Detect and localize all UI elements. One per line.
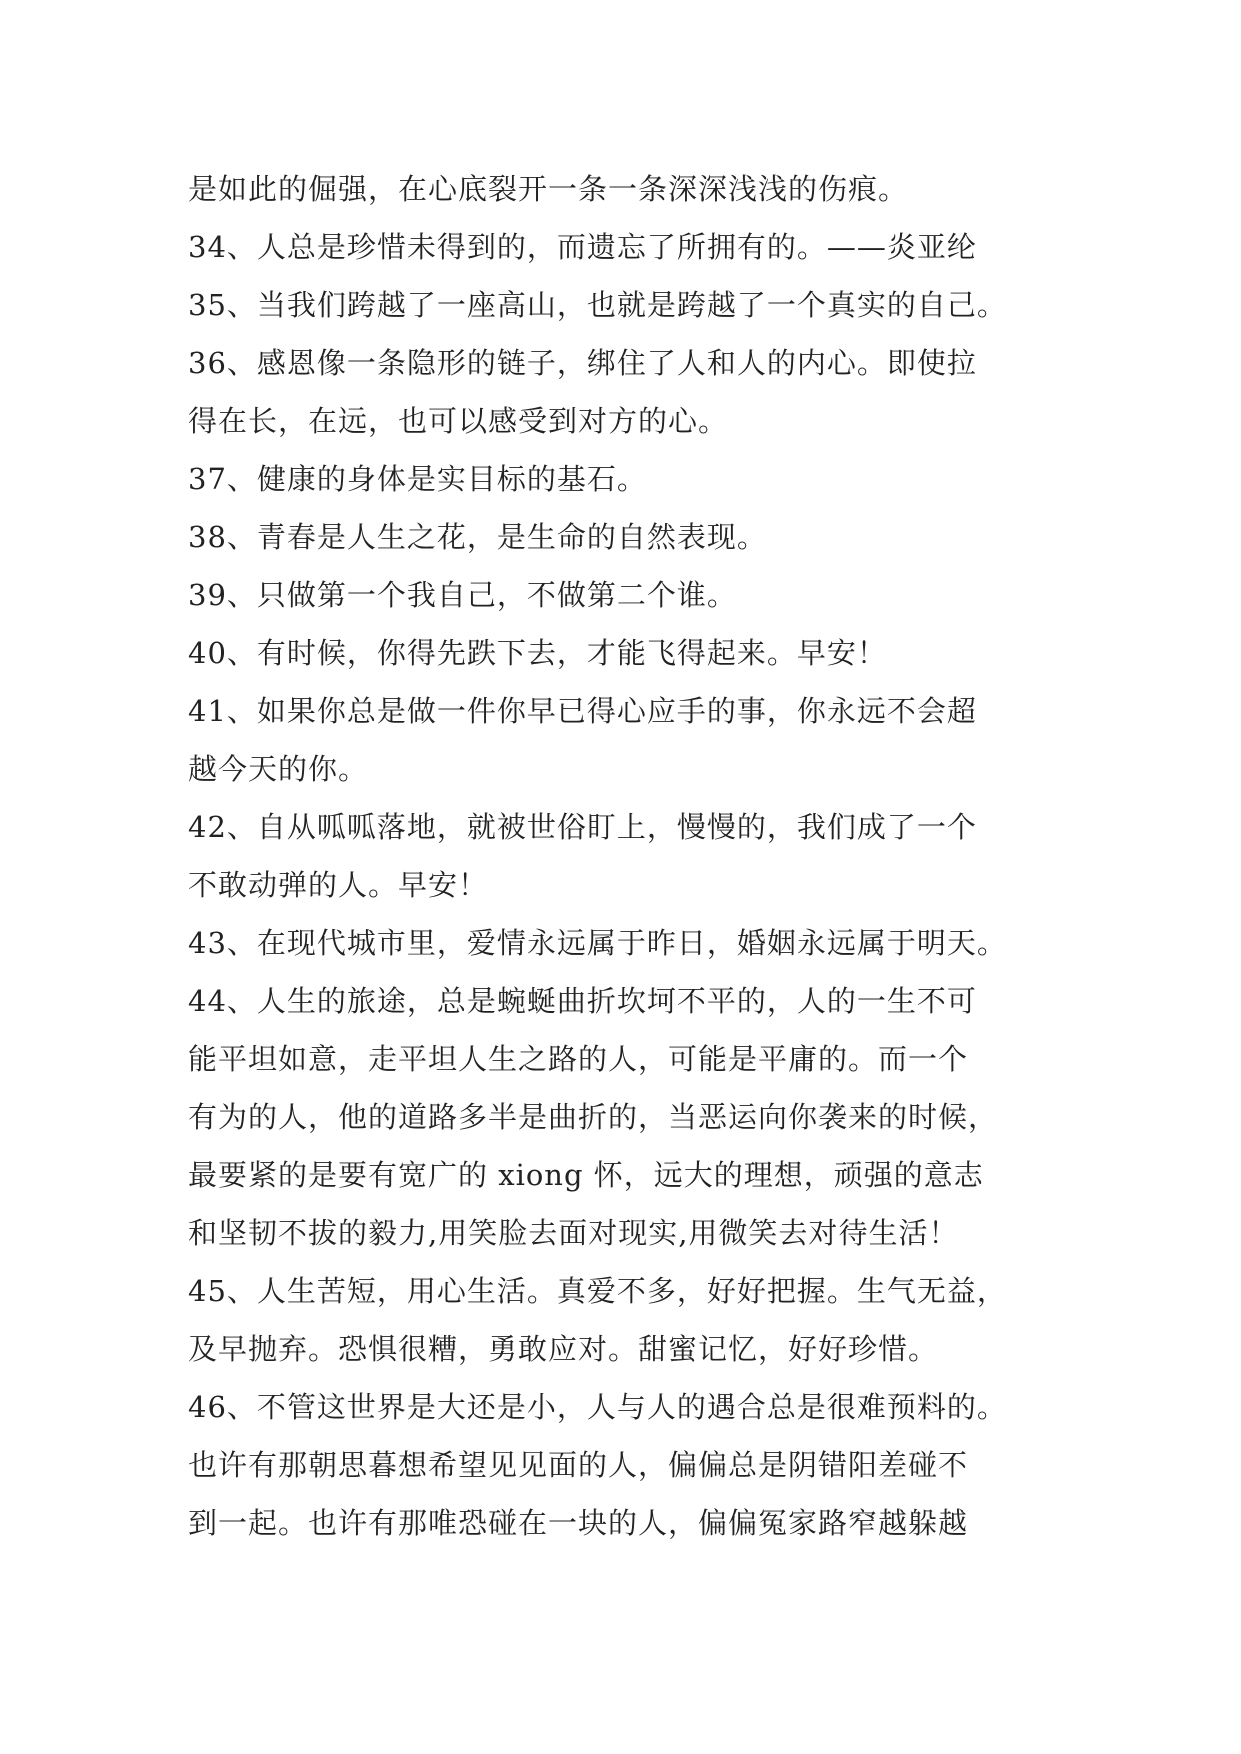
text-line: 35、当我们跨越了一座高山，也就是跨越了一个真实的自己。 <box>188 288 1007 322</box>
text-line: 41、如果你总是做一件你早已得心应手的事，你永远不会超 <box>188 694 977 728</box>
text-line: 44、人生的旅途，总是蜿蜒曲折坎坷不平的，人的一生不可 <box>188 984 977 1018</box>
text-line: 43、在现代城市里，爱情永远属于昨日，婚姻永远属于明天。 <box>188 926 1007 960</box>
text-line: 越今天的你。 <box>188 752 369 786</box>
text-line: 39、只做第一个我自己，不做第二个谁。 <box>188 578 737 612</box>
text-line: 有为的人，他的道路多半是曲折的，当恶运向你袭来的时候， <box>188 1100 999 1134</box>
text-line: 最要紧的是要有宽广的 xiong 怀，远大的理想，顽强的意志 <box>188 1158 984 1192</box>
text-line: 能平坦如意，走平坦人生之路的人，可能是平庸的。而一个 <box>188 1042 969 1076</box>
text-line: 也许有那朝思暮想希望见见面的人，偏偏总是阴错阳差碰不 <box>188 1448 969 1482</box>
text-line: 40、有时候，你得先跌下去，才能飞得起来。早安！ <box>188 636 887 670</box>
text-line: 37、健康的身体是实目标的基石。 <box>188 462 647 496</box>
text-line: 及早抛弃。恐惧很糟，勇敢应对。甜蜜记忆，好好珍惜。 <box>188 1332 939 1366</box>
text-line: 到一起。也许有那唯恐碰在一块的人，偏偏冤家路窄越躲越 <box>188 1506 969 1540</box>
text-line: 45、人生苦短，用心生活。真爱不多，好好把握。生气无益， <box>188 1274 1007 1308</box>
text-line: 46、不管这世界是大还是小，人与人的遇合总是很难预料的。 <box>188 1390 1007 1424</box>
text-line: 和坚韧不拔的毅力,用笑脸去面对现实,用微笑去对待生活！ <box>188 1216 959 1250</box>
text-line: 34、人总是珍惜未得到的，而遗忘了所拥有的。——炎亚纶 <box>188 230 977 264</box>
text-line: 不敢动弹的人。早安！ <box>188 868 489 902</box>
text-line: 得在长，在远，也可以感受到对方的心。 <box>188 404 729 438</box>
text-line: 36、感恩像一条隐形的链子，绑住了人和人的内心。即使拉 <box>188 346 977 380</box>
document-body <box>188 160 1058 1552</box>
text-line: 38、青春是人生之花，是生命的自然表现。 <box>188 520 767 554</box>
text-line: 是如此的倔强，在心底裂开一条一条深深浅浅的伤痕。 <box>188 172 909 206</box>
text-line: 42、自从呱呱落地，就被世俗盯上，慢慢的，我们成了一个 <box>188 810 977 844</box>
